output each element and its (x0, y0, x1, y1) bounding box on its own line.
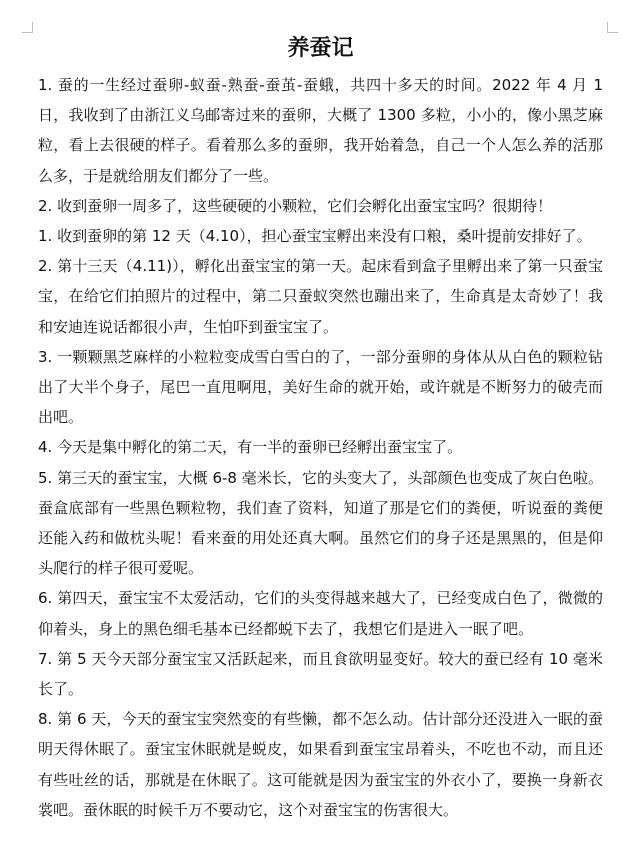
page-corner-mark-right (607, 22, 618, 33)
paragraph-1: 1. 蚕的一生经过蚕卵-蚁蚕-熟蚕-蚕茧-蚕蛾，共四十多天的时间。2022 年 4 月 1 日，我收到了由浙江义乌邮寄过来的蚕卵，大概了 1300 多粒，小小的，像小黑芝麻粒，看上去很硬的样子。看着那么多的蚕卵，我开始着急，自己一个人怎么养的活那么多，于是就给朋友们都分了一些。 (38, 76, 603, 185)
paragraph-5: 3. 一颗颗黑芝麻样的小粒粒变成雪白雪白的了，一部分蚕卵的身体从从白色的颗粒钻出了大半个身子，尾巴一直甩啊甩，美好生命的就开始，或许就是不断努力的破壳而出吧。 (38, 347, 603, 427)
paragraph-2: 2. 收到蚕卵一周多了，这些硬硬的小颗粒，它们会孵化出蚕宝宝吗？很期待！ (38, 196, 553, 215)
document-page (38, 28, 603, 825)
page-corner-mark-left (22, 22, 33, 33)
paragraph-3: 1. 收到蚕卵的第 12 天（4.10），担心蚕宝宝孵出来没有口粮，桑叶提前安排好了。 (38, 227, 592, 246)
paragraph-6: 4. 今天是集中孵化的第二天，有一半的蚕卵已经孵出蚕宝宝了。 (38, 438, 463, 457)
paragraph-9: 7. 第 5 天今天部分蚕宝宝又活跃起来，而且食欲明显变好。较大的蚕已经有 10 毫米长了。 (38, 649, 603, 699)
paragraph-7: 5. 第三天的蚕宝宝，大概 6-8 毫米长，它的头变大了，头部颜色也变成了灰白色啦。蚕盒底部有一些黑色颗粒物，我们查了资料，知道了那是它们的粪便，听说蚕的粪便还能入药和做枕头呢！看来蚕的用处还真大啊。虽然它们的身子还是黑黑的，但是仰头爬行的样子很可爱呢。 (38, 468, 603, 578)
paragraph-8: 6. 第四天，蚕宝宝不太爱活动，它们的头变得越来越大了，已经变成白色了，微微的仰着头，身上的黑色细毛基本已经都蜕下去了，我想它们是进入一眠了吧。 (38, 589, 603, 638)
document-title: 养蚕记 (287, 35, 354, 61)
paragraph-4: 2. 第十三天（4.11)），孵化出蚕宝宝的第一天。起床看到盒子里孵出来了第一只蚕宝宝，在给它们拍照片的过程中，第二只蚕蚁突然也蹦出来了，生命真是太奇妙了！我和安迪连说话都很小声，生怕吓到蚕宝宝了。 (38, 257, 603, 336)
paragraph-10: 8. 第 6 天，今天的蚕宝宝突然变的有些懒，都不怎么动。估计部分还没进入一眠的蚕明天得休眠了。蚕宝宝休眠就是蜕皮，如果看到蚕宝宝昂着头，不吃也不动，而且还有些吐丝的话，那就是在休眠了。这可能就是因为蚕宝宝的外衣小了，要换一身新衣裳吧。蚕休眠的时候千万不要动它，这个对蚕宝宝的伤害很大。 (38, 710, 603, 819)
